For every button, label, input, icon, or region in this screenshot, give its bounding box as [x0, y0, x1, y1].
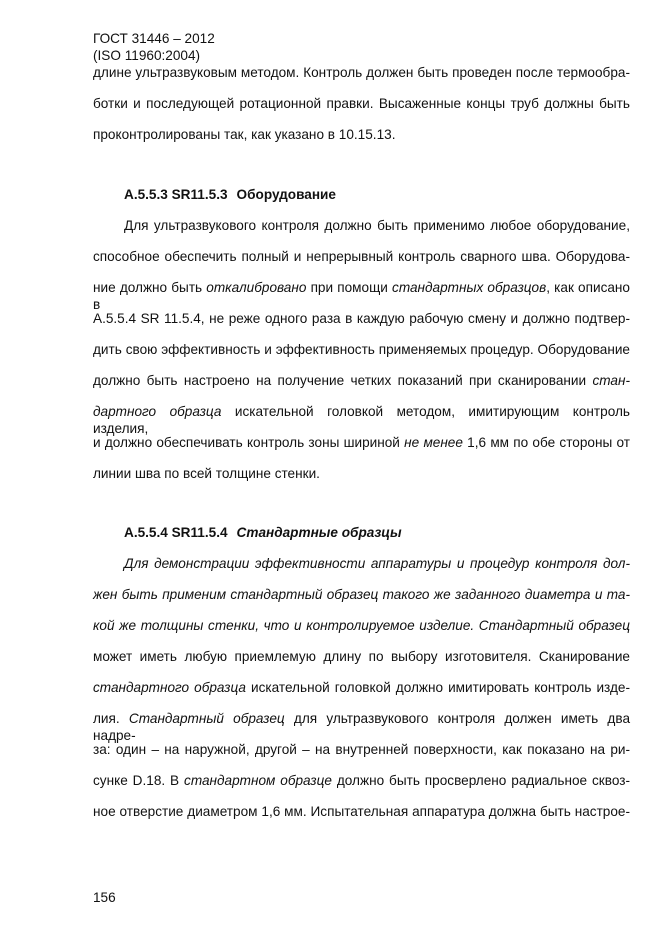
- text-line: проконтролированы так, как указано в 10.15.13.: [93, 127, 396, 142]
- section-number: A.5.5.3 SR11.5.3: [124, 187, 228, 202]
- text-line: A.5.5.4 SR 11.5.4, не реже одного раза в каждую рабочую смену и должно подтвер-: [93, 311, 630, 326]
- document-header: [93, 30, 215, 64]
- section-title: Стандартные образцы: [236, 525, 402, 540]
- text-line: [93, 679, 630, 696]
- text-line: Для ультразвукового контроля должно быть применимо любое оборудование,: [124, 218, 630, 233]
- iso-reference: (ISO 11960:2004): [93, 48, 201, 63]
- text-run: искательной головкой методом, имитирующим контроль изделия,: [93, 404, 630, 436]
- italic-run: стан-: [592, 373, 630, 388]
- italic-run: стандартном образце: [184, 773, 332, 788]
- text-run: лия.: [93, 711, 129, 726]
- standard-designation: ГОСТ 31446 – 2012: [93, 31, 215, 46]
- text-run: 1,6 мм по обе стороны от: [462, 435, 630, 450]
- text-line: [93, 279, 630, 312]
- text-line: ное отверстие диаметром 1,6 мм. Испытательная аппаратура должна быть настрое-: [93, 804, 630, 819]
- italic-run: стандартных образцов: [392, 280, 547, 295]
- italic-run: кой же толщины стенки, что и контролируемое изделие. Стандартный образец: [93, 618, 630, 633]
- section-title: Оборудование: [236, 187, 336, 202]
- text-line: длине ультразвуковым методом. Контроль должен быть проведен после термообра-: [93, 65, 630, 80]
- italic-run: откалибровано: [206, 280, 307, 295]
- text-line: линии шва по всей толщине стенки.: [93, 466, 320, 481]
- text-run: должно быть настроено на получение четких показаний при сканировании: [93, 373, 593, 388]
- italic-run: жен быть применим стандартный образец такого же заданного диаметра и та-: [93, 587, 630, 602]
- text-run: для ультразвукового контроля должен иметь два надре-: [93, 711, 630, 743]
- text-line: [124, 555, 630, 572]
- text-run: ние должно быть: [93, 280, 207, 295]
- text-run: искательной головкой должно имитировать контроль изде-: [245, 680, 630, 695]
- text-line: может иметь любую приемлемую длину по выбору изготовителя. Сканирование: [93, 649, 630, 664]
- text-line: [93, 403, 630, 436]
- text-line: [93, 617, 630, 634]
- italic-run: стандартного образца: [93, 680, 246, 695]
- text-line: [93, 710, 630, 743]
- text-line: [93, 586, 630, 603]
- text-run: , как описано в: [93, 280, 630, 312]
- section-heading-a554: [124, 524, 402, 541]
- text-run: при помощи: [306, 280, 393, 295]
- text-run: должно быть просверлено радиальное сквоз-: [331, 773, 630, 788]
- text-line: ботки и последующей ротационной правки. Высаженные концы труб должны быть: [93, 96, 630, 111]
- page-number: 156: [93, 890, 116, 905]
- text-run: и должно обеспечивать контроль зоны шириной: [93, 435, 405, 450]
- italic-run: Для демонстрации эффективности аппаратуры и процедур контроля дол-: [124, 556, 630, 571]
- text-line: [93, 434, 630, 451]
- text-run: сунке D.18. В: [93, 773, 185, 788]
- italic-run: не менее: [404, 435, 463, 450]
- italic-run: Стандартный образец: [128, 711, 285, 726]
- text-line: [93, 772, 630, 789]
- text-line: за: один – на наружной, другой – на внутренней поверхности, как показано на ри-: [93, 742, 630, 757]
- section-number: A.5.5.4 SR11.5.4: [124, 525, 228, 540]
- text-line: способное обеспечить полный и непрерывный контроль сварного шва. Оборудова-: [93, 249, 630, 264]
- text-line: дить свою эффективность и эффективность применяемых процедур. Оборудование: [93, 342, 630, 357]
- italic-run: дартного образца: [93, 404, 222, 419]
- text-line: [93, 372, 630, 389]
- section-heading-a553: [124, 186, 336, 203]
